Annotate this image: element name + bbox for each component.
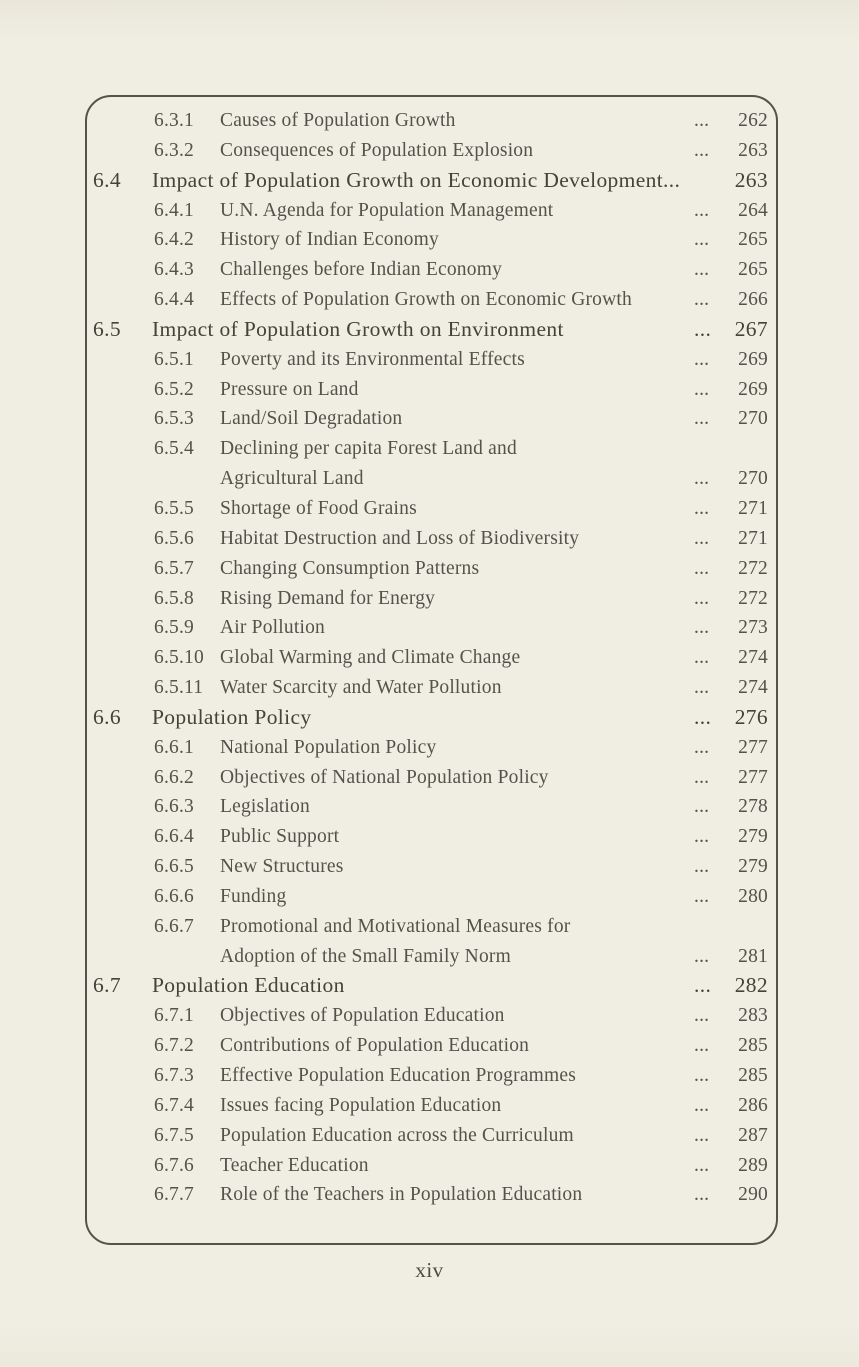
toc-dots-leader: ...	[694, 1065, 710, 1086]
toc-entry-title: Habitat Destruction and Loss of Biodiversity	[220, 527, 580, 549]
toc-entry-page: 269	[738, 348, 768, 370]
toc-entry	[87, 554, 776, 584]
toc-dots-leader: ...	[694, 1094, 710, 1116]
toc-entry-page: 271	[738, 527, 768, 549]
toc-dots-leader: ...	[694, 826, 710, 848]
toc-entry-number: 6.7.3	[154, 1065, 194, 1086]
toc-entry-page: 267	[734, 316, 768, 341]
toc-entry-title: Declining per capita Forest Land and	[220, 438, 517, 460]
toc-dots-leader: ...	[694, 557, 710, 579]
toc-entry-number: 6.5.10	[154, 647, 204, 669]
toc-entry-page: 282	[734, 973, 768, 998]
toc-entry-number: 6.5	[93, 316, 121, 341]
toc-entry	[87, 106, 776, 136]
toc-entry-number: 6.5.8	[154, 587, 194, 609]
toc-entry-number: 6.5.2	[154, 378, 194, 400]
toc-entry-number: 6.3.2	[154, 139, 194, 161]
toc-dots-leader: ...	[694, 497, 710, 519]
toc-entry-title: Contributions of Population Education	[220, 1035, 530, 1057]
toc-entry-number: 6.6	[93, 704, 121, 729]
toc-entry-page: 273	[738, 617, 768, 639]
toc-entry-number: 6.7	[93, 973, 121, 998]
toc-entry-title: Rising Demand for Energy	[220, 587, 436, 609]
toc-entry	[87, 703, 776, 733]
toc-entry-title: Pressure on Land	[220, 378, 359, 400]
toc-entry-number: 6.7.7	[154, 1184, 194, 1206]
toc-entry-number: 6.3.1	[154, 110, 194, 131]
toc-dots-leader: ...	[694, 1184, 710, 1206]
toc-entry-number: 6.6.4	[154, 826, 194, 848]
toc-entry-page: 278	[738, 796, 768, 818]
toc-entry-title: National Population Policy	[220, 736, 437, 758]
toc-entry	[87, 1031, 776, 1061]
toc-entry-title: Global Warming and Climate Change	[220, 647, 521, 669]
toc-entry-page: 270	[738, 468, 768, 490]
toc-dots-leader: ...	[694, 856, 710, 878]
page-number-footer: xiv	[415, 1258, 444, 1282]
toc-entry-page: 264	[738, 199, 768, 221]
toc-dots-leader: ...	[694, 199, 710, 221]
toc-entry-page: 280	[738, 885, 768, 907]
toc-dots-leader: ...	[694, 704, 712, 729]
toc-entry	[87, 792, 776, 822]
toc-entry-title: Effective Population Education Programmes	[220, 1065, 577, 1086]
toc-dots-leader: ...	[694, 289, 710, 311]
toc-entry-page: 277	[738, 766, 768, 788]
toc-entry	[87, 971, 776, 1001]
toc-entry	[87, 136, 776, 166]
toc-entry	[87, 1121, 776, 1151]
toc-entry-title: Poverty and its Environmental Effects	[220, 348, 525, 370]
toc-entry	[87, 643, 776, 673]
toc-entry-number: 6.6.1	[154, 736, 194, 758]
toc-entry	[87, 613, 776, 643]
toc-dots-leader: ...	[694, 1035, 710, 1057]
toc-dots-leader: ...	[694, 736, 710, 758]
toc-entry	[87, 375, 776, 405]
toc-entry	[87, 942, 776, 972]
toc-dots-leader: ...	[694, 468, 710, 490]
toc-entry-number: 6.4.1	[154, 199, 194, 221]
toc-entry-number: 6.5.6	[154, 527, 194, 549]
toc-entry-page: 287	[738, 1124, 768, 1146]
toc-dots-leader: ...	[694, 677, 710, 699]
toc-dots-leader: ...	[694, 1154, 710, 1176]
toc-entry-title: Impact of Population Growth on Economic Development...	[152, 167, 681, 192]
toc-entry-page: 274	[738, 647, 768, 669]
toc-entry	[87, 166, 776, 196]
toc-entry-list	[87, 97, 776, 1210]
toc-entry-page: 274	[738, 677, 768, 699]
toc-entry-page: 276	[734, 704, 768, 729]
toc-entry-number: 6.4.2	[154, 229, 194, 251]
toc-dots-leader: ...	[694, 229, 710, 251]
toc-entry-title: New Structures	[220, 856, 344, 878]
toc-entry-number: 6.7.5	[154, 1124, 194, 1146]
toc-entry-page: 279	[738, 856, 768, 878]
toc-entry-page: 290	[738, 1184, 768, 1206]
toc-entry-title: Issues facing Population Education	[220, 1094, 502, 1116]
toc-entry-number: 6.5.1	[154, 348, 194, 370]
toc-dots-leader: ...	[694, 647, 710, 669]
toc-entry-number: 6.7.2	[154, 1035, 194, 1057]
toc-dots-leader: ...	[694, 527, 710, 549]
toc-entry-number: 6.5.9	[154, 617, 194, 639]
toc-entry-page: 262	[738, 110, 768, 131]
toc-entry-number: 6.4	[93, 167, 121, 192]
toc-dots-leader: ...	[694, 617, 710, 639]
toc-entry-page: 277	[738, 736, 768, 758]
toc-entry-page: 265	[738, 229, 768, 251]
toc-entry-page: 263	[738, 139, 768, 161]
toc-entry-page: 289	[738, 1154, 768, 1176]
toc-entry-title: Funding	[220, 885, 287, 907]
toc-entry-number: 6.4.4	[154, 289, 194, 311]
toc-entry-title: Objectives of Population Education	[220, 1005, 505, 1027]
toc-dots-leader: ...	[694, 1005, 710, 1027]
toc-dots-leader: ...	[694, 408, 710, 430]
toc-entry	[87, 763, 776, 793]
toc-entry-number: 6.5.11	[154, 677, 204, 699]
toc-entry-title: Effects of Population Growth on Economic Growth	[220, 289, 632, 311]
toc-entry	[87, 673, 776, 703]
toc-entry-number: 6.6.2	[154, 766, 194, 788]
toc-entry-title: History of Indian Economy	[220, 229, 439, 251]
toc-entry-page: 272	[738, 587, 768, 609]
toc-entry-title: Agricultural Land	[220, 468, 364, 490]
toc-entry-title: Shortage of Food Grains	[220, 497, 417, 519]
toc-dots-leader: ...	[694, 316, 712, 341]
toc-entry	[87, 225, 776, 255]
toc-entry-title: Challenges before Indian Economy	[220, 259, 503, 281]
toc-dots-leader: ...	[694, 1124, 710, 1146]
toc-entry-title: Impact of Population Growth on Environment	[152, 316, 564, 341]
toc-entry-title: Air Pollution	[220, 617, 325, 639]
toc-entry	[87, 1001, 776, 1031]
toc-entry	[87, 464, 776, 494]
toc-entry-title: Population Policy	[152, 704, 312, 729]
toc-entry	[87, 584, 776, 614]
toc-entry	[87, 315, 776, 345]
toc-entry-title: Teacher Education	[220, 1154, 369, 1176]
toc-entry-title: Population Education across the Curriculum	[220, 1124, 574, 1146]
toc-entry	[87, 912, 776, 942]
toc-entry-page: 266	[738, 289, 768, 311]
toc-dots-leader: ...	[694, 766, 710, 788]
toc-entry-number: 6.7.1	[154, 1005, 194, 1027]
toc-entry-title: Objectives of National Population Policy	[220, 766, 549, 788]
toc-entry-page: 269	[738, 378, 768, 400]
toc-dots-leader: ...	[694, 139, 710, 161]
toc-entry-page: 271	[738, 497, 768, 519]
toc-entry-title: U.N. Agenda for Population Management	[220, 199, 554, 221]
toc-entry	[87, 404, 776, 434]
toc-entry-title: Role of the Teachers in Population Education	[220, 1184, 583, 1206]
toc-entry-page: 270	[738, 408, 768, 430]
toc-entry	[87, 524, 776, 554]
toc-entry-title: Adoption of the Small Family Norm	[220, 945, 511, 967]
toc-entry-number: 6.5.4	[154, 438, 194, 460]
toc-entry	[87, 882, 776, 912]
toc-entry-title: Water Scarcity and Water Pollution	[220, 677, 502, 699]
toc-entry	[87, 1151, 776, 1181]
toc-entry-page: 272	[738, 557, 768, 579]
toc-entry	[87, 1091, 776, 1121]
toc-page-border	[85, 95, 778, 1245]
toc-entry-number: 6.5.5	[154, 497, 194, 519]
toc-entry	[87, 1180, 776, 1210]
toc-dots-leader: ...	[694, 348, 710, 370]
toc-entry-number: 6.7.4	[154, 1094, 194, 1116]
toc-entry-title: Changing Consumption Patterns	[220, 557, 480, 579]
toc-dots-leader: ...	[694, 945, 710, 967]
toc-entry	[87, 255, 776, 285]
toc-dots-leader: ...	[694, 378, 710, 400]
toc-entry-number: 6.6.7	[154, 915, 194, 937]
toc-entry	[87, 434, 776, 464]
toc-entry-number: 6.5.3	[154, 408, 194, 430]
toc-entry-page: 279	[738, 826, 768, 848]
toc-entry-number: 6.5.7	[154, 557, 194, 579]
toc-entry-title: Land/Soil Degradation	[220, 408, 403, 430]
toc-entry	[87, 345, 776, 375]
toc-entry	[87, 494, 776, 524]
toc-entry-number: 6.6.3	[154, 796, 194, 818]
toc-entry-title: Consequences of Population Explosion	[220, 139, 534, 161]
toc-dots-leader: ...	[694, 587, 710, 609]
toc-entry	[87, 285, 776, 315]
toc-entry-title: Legislation	[220, 796, 310, 818]
toc-entry-number: 6.6.5	[154, 856, 194, 878]
toc-entry-title: Population Education	[152, 973, 345, 998]
toc-entry-title: Promotional and Motivational Measures for	[220, 915, 571, 937]
toc-entry-number: 6.4.3	[154, 259, 194, 281]
toc-entry-page: 283	[738, 1005, 768, 1027]
toc-dots-leader: ...	[694, 885, 710, 907]
toc-entry	[87, 196, 776, 226]
toc-entry-page: 281	[738, 945, 768, 967]
toc-entry	[87, 1061, 776, 1091]
toc-entry	[87, 852, 776, 882]
toc-entry-page: 263	[734, 167, 768, 192]
toc-entry	[87, 822, 776, 852]
toc-dots-leader: ...	[694, 973, 712, 998]
toc-entry-page: 285	[738, 1065, 768, 1086]
toc-entry	[87, 733, 776, 763]
toc-entry-number: 6.6.6	[154, 885, 194, 907]
toc-entry-title: Public Support	[220, 826, 340, 848]
toc-dots-leader: ...	[694, 110, 710, 131]
toc-entry-number: 6.7.6	[154, 1154, 194, 1176]
toc-entry-page: 286	[738, 1094, 768, 1116]
toc-dots-leader: ...	[694, 259, 710, 281]
toc-entry-title: Causes of Population Growth	[220, 110, 456, 131]
toc-entry-page: 265	[738, 259, 768, 281]
toc-dots-leader: ...	[694, 796, 710, 818]
toc-entry-page: 285	[738, 1035, 768, 1057]
